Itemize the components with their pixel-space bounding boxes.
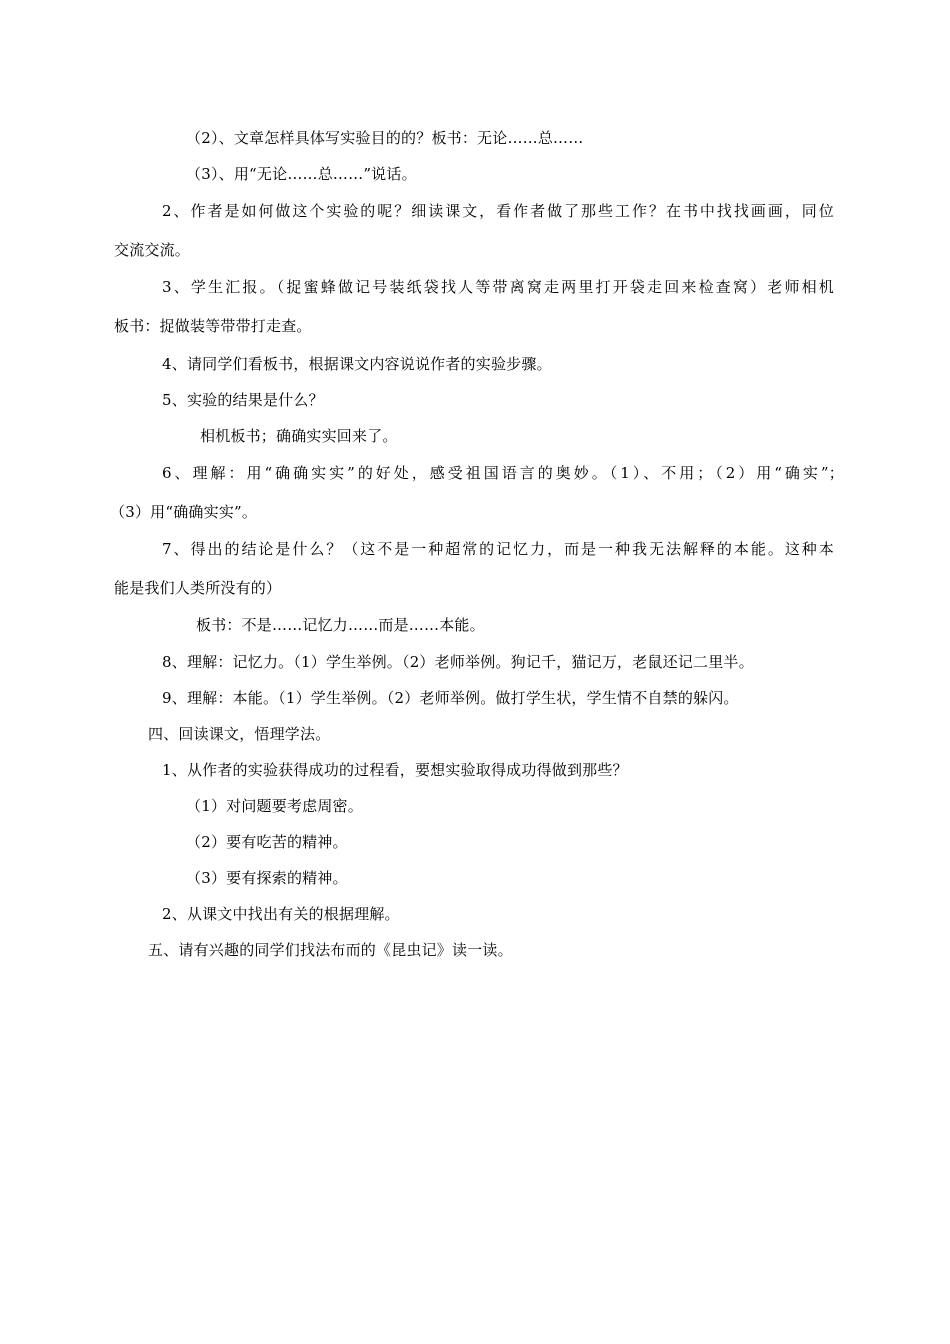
text-line-5: 3、学生汇报。（捉蜜蜂做记号装纸袋找人等带离窝走两里打开袋走回来检查窝）老师相机 bbox=[162, 278, 834, 296]
text-line-4: 交流交流。 bbox=[114, 241, 191, 259]
text-line-22: 2、从课文中找出有关的根据理解。 bbox=[162, 905, 400, 923]
text-line-3: 2、作者是如何做这个实验的呢？细读课文，看作者做了那些工作？在书中找找画画，同位 bbox=[162, 202, 834, 220]
text-line-8: 5、实验的结果是什么？ bbox=[162, 391, 324, 409]
text-line-17: 四、回读课文，悟理学法。 bbox=[148, 725, 331, 743]
text-line-20: （2）要有吃苦的精神。 bbox=[186, 833, 348, 851]
text-line-16: 9、理解：本能。（1）学生举例。（2）老师举例。做打学生状，学生情不自禁的躲闪。 bbox=[162, 689, 739, 707]
text-line-19: （1）对问题要考虑周密。 bbox=[186, 797, 363, 815]
text-line-7: 4、请同学们看板书，根据课文内容说说作者的实验步骤。 bbox=[162, 355, 552, 373]
text-line-23: 五、请有兴趣的同学们找法布而的《昆虫记》读一读。 bbox=[148, 941, 513, 959]
text-line-1: （2）、文章怎样具体写实验目的的？板书：无论……总…… bbox=[186, 129, 584, 147]
text-line-2: （3）、用“无论……总……”说话。 bbox=[186, 165, 417, 183]
text-line-21: （3）要有探索的精神。 bbox=[186, 869, 348, 887]
text-line-6: 板书：捉做装等带带打走查。 bbox=[114, 317, 312, 335]
text-line-18: 1、从作者的实验获得成功的过程看，要想实验取得成功得做到那些？ bbox=[162, 761, 628, 779]
text-line-13: 能是我们人类所没有的） bbox=[114, 579, 282, 597]
text-line-15: 8、理解：记忆力。（1）学生举例。（2）老师举例。狗记千，猫记万，老鼠还记二里半。 bbox=[162, 653, 754, 671]
text-line-10: 6、理解：用“确确实实”的好处，感受祖国语言的奥妙。（1）、不用；（2）用“确实”； bbox=[162, 464, 844, 482]
text-line-12: 7、得出的结论是什么？（这不是一种超常的记忆力，而是一种我无法解释的本能。这种本 bbox=[162, 540, 834, 558]
text-line-14: 板书：不是……记忆力……而是……本能。 bbox=[196, 616, 485, 634]
text-line-11: （3）用“确确实实”。 bbox=[110, 503, 258, 521]
text-line-9: 相机板书；确确实实回来了。 bbox=[200, 427, 398, 445]
